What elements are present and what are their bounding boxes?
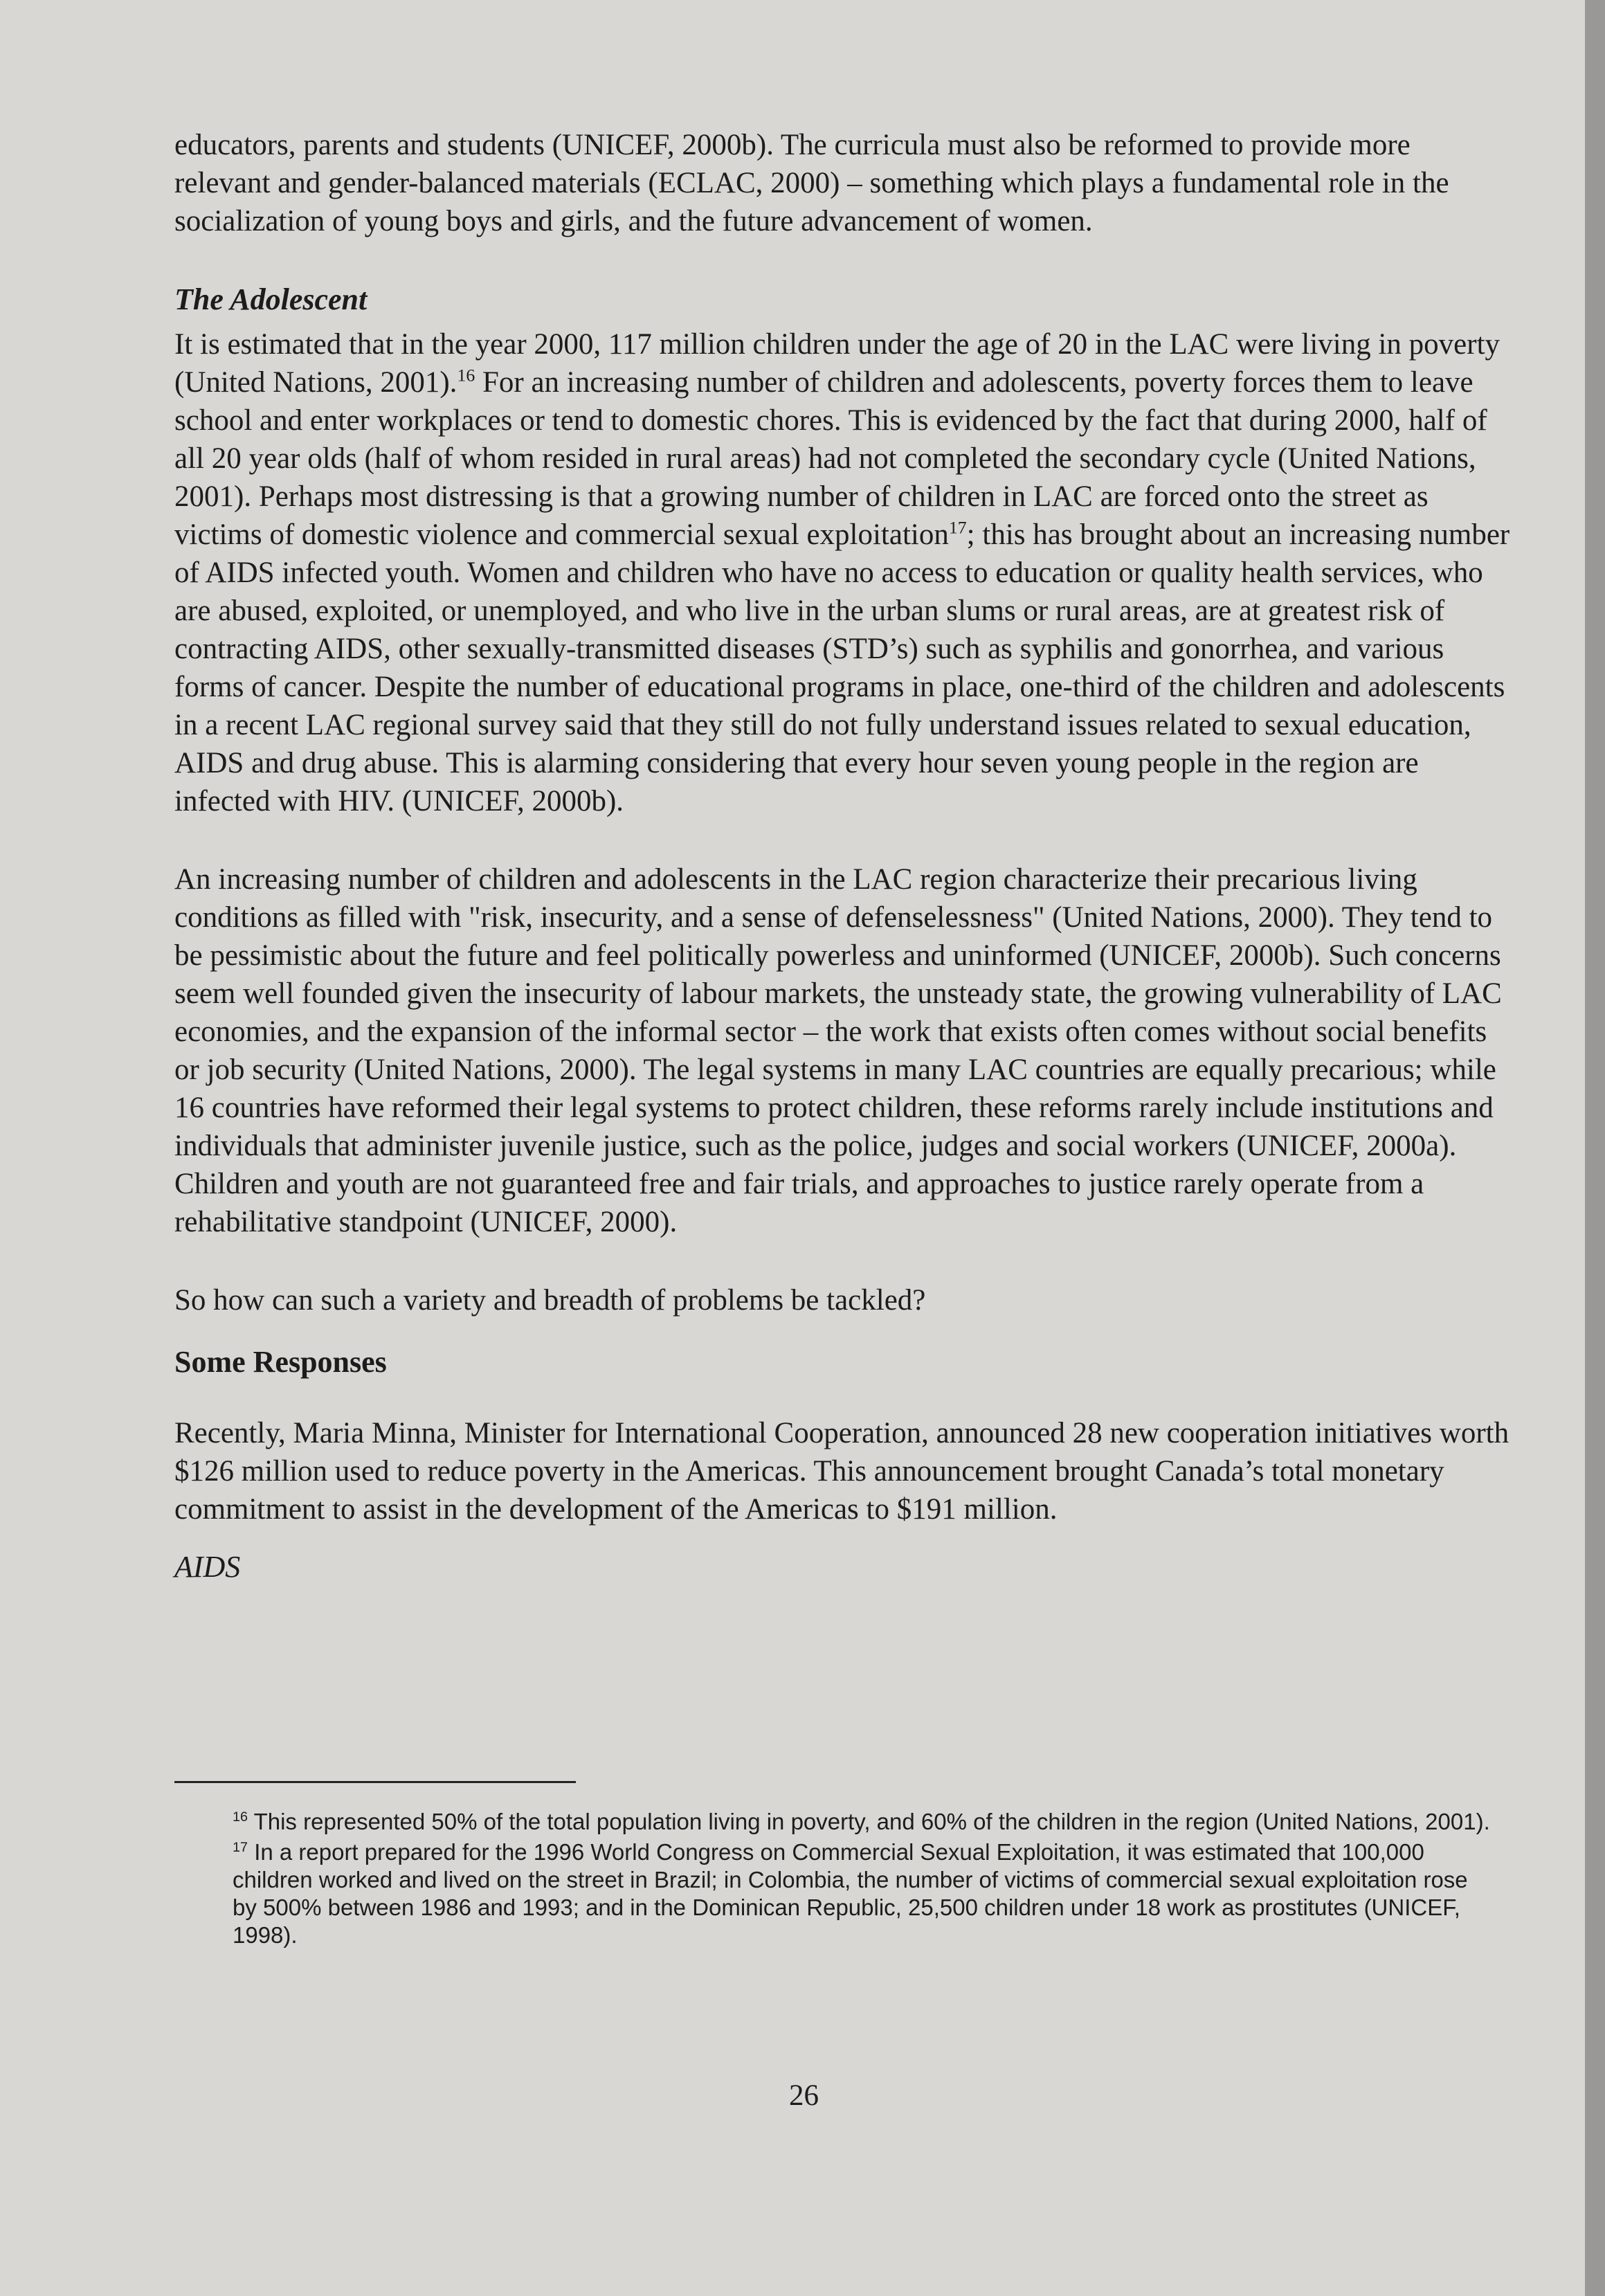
footnote-ref-16: 16 <box>457 365 475 386</box>
heading-some-responses: Some Responses <box>174 1345 387 1379</box>
footnote-16 <box>233 1808 1492 1836</box>
footnote-17 <box>233 1838 1492 1949</box>
heading-aids: AIDS <box>174 1550 241 1584</box>
text-segment: For an increasing number of children and adolescents, poverty forces them to leave school and enter workplaces or tend to domestic chores. This is evidenced by the fact that during 2000, half of all 20 year olds (half of whom resided in rural areas) had not completed the secondary cycle (United Nations, 2001). Perhaps most distressing is that a growing number of children in LAC are forced onto the street as victims of domestic violence and commercial sexual exploitation <box>174 366 1487 551</box>
body-text <box>174 126 1510 1593</box>
text-segment: ; this has brought about an increasing number of AIDS infected youth. Women and children who have no access to education or quality health services, who are abused, exploited, or unemployed, and who live in the urban slums or rural areas, are at greatest risk of contracting AIDS, other sexually-transmitted diseases (STD’s) such as syphilis and gonorrhea, and various forms of cancer. Despite the number of educational programs in place, one-third of the children and adolescents in a recent LAC regional survey said that they still do not fully understand issues related to sexual education, AIDS and drug abuse. This is alarming considering that every hour seven young people in the region are infected with HIV. (UNICEF, 2000b). <box>174 518 1510 817</box>
heading-the-adolescent: The Adolescent <box>174 282 368 316</box>
footnote-number: 16 <box>233 1809 248 1825</box>
footnotes <box>233 1808 1492 1952</box>
footnote-ref-17: 17 <box>948 517 967 538</box>
paragraph-adolescent-poverty <box>174 325 1510 820</box>
footnote-number: 17 <box>233 1840 248 1855</box>
page-edge-shadow <box>1585 0 1605 2296</box>
paragraph-minna-announcement: Recently, Maria Minna, Minister for International Cooperation, announced 28 new cooperation initiatives worth $126 million used to reduce poverty in the Americas. This announcement brought Canada’s total monetary commitment to assist in the development of the Americas to $191 million. <box>174 1417 1509 1526</box>
paragraph-question: So how can such a variety and breadth of problems be tackled? <box>174 1284 926 1317</box>
footnote-text: In a report prepared for the 1996 World Congress on Commercial Sexual Exploitation, it was estimated that 100,000 children worked and lived on the street in Brazil; in Colombia, the number of victims of commercial sexual exploitation rose by 500% between 1986 and 1993; and in the Dominican Republic, 25,500 children under 18 work as prostitutes (UNICEF, 1998). <box>233 1839 1468 1948</box>
page-number: 26 <box>789 2079 819 2112</box>
paragraph-curricula: educators, parents and students (UNICEF, 2000b). The curricula must also be reformed to provide more relevant and gender-balanced materials (ECLAC, 2000) – something which plays a fundamental role in the socialization of young boys and girls, and the future advancement of women. <box>174 129 1449 237</box>
footnote-text: This represented 50% of the total population living in poverty, and 60% of the children in the region (United Nations, 2001). <box>253 1809 1490 1834</box>
footnote-divider <box>174 1781 576 1783</box>
text-segment: It is estimated that in the year 2000, 117 million children under the age of 20 in the LAC were living in poverty (United Nations, 2001). <box>174 328 1500 399</box>
paragraph-precarious-conditions: An increasing number of children and adolescents in the LAC region characterize their precarious living conditions as filled with "risk, insecurity, and a sense of defenselessness" (United Nations, 2000). They tend to be pessimistic about the future and feel politically powerless and uninformed (UNICEF, 2000b). Such concerns seem well founded given the insecurity of labour markets, the unsteady state, the growing vulnerability of LAC economies, and the expansion of the informal sector – the work that exists often comes without social benefits or job security (United Nations, 2000). The legal systems in many LAC countries are equally precarious; while 16 countries have reformed their legal systems to protect children, these reforms rarely include institutions and individuals that administer juvenile justice, such as the police, judges and social workers (UNICEF, 2000a). Children and youth are not guaranteed free and fair trials, and approaches to justice rarely operate from a rehabilitative standpoint (UNICEF, 2000). <box>174 863 1502 1238</box>
